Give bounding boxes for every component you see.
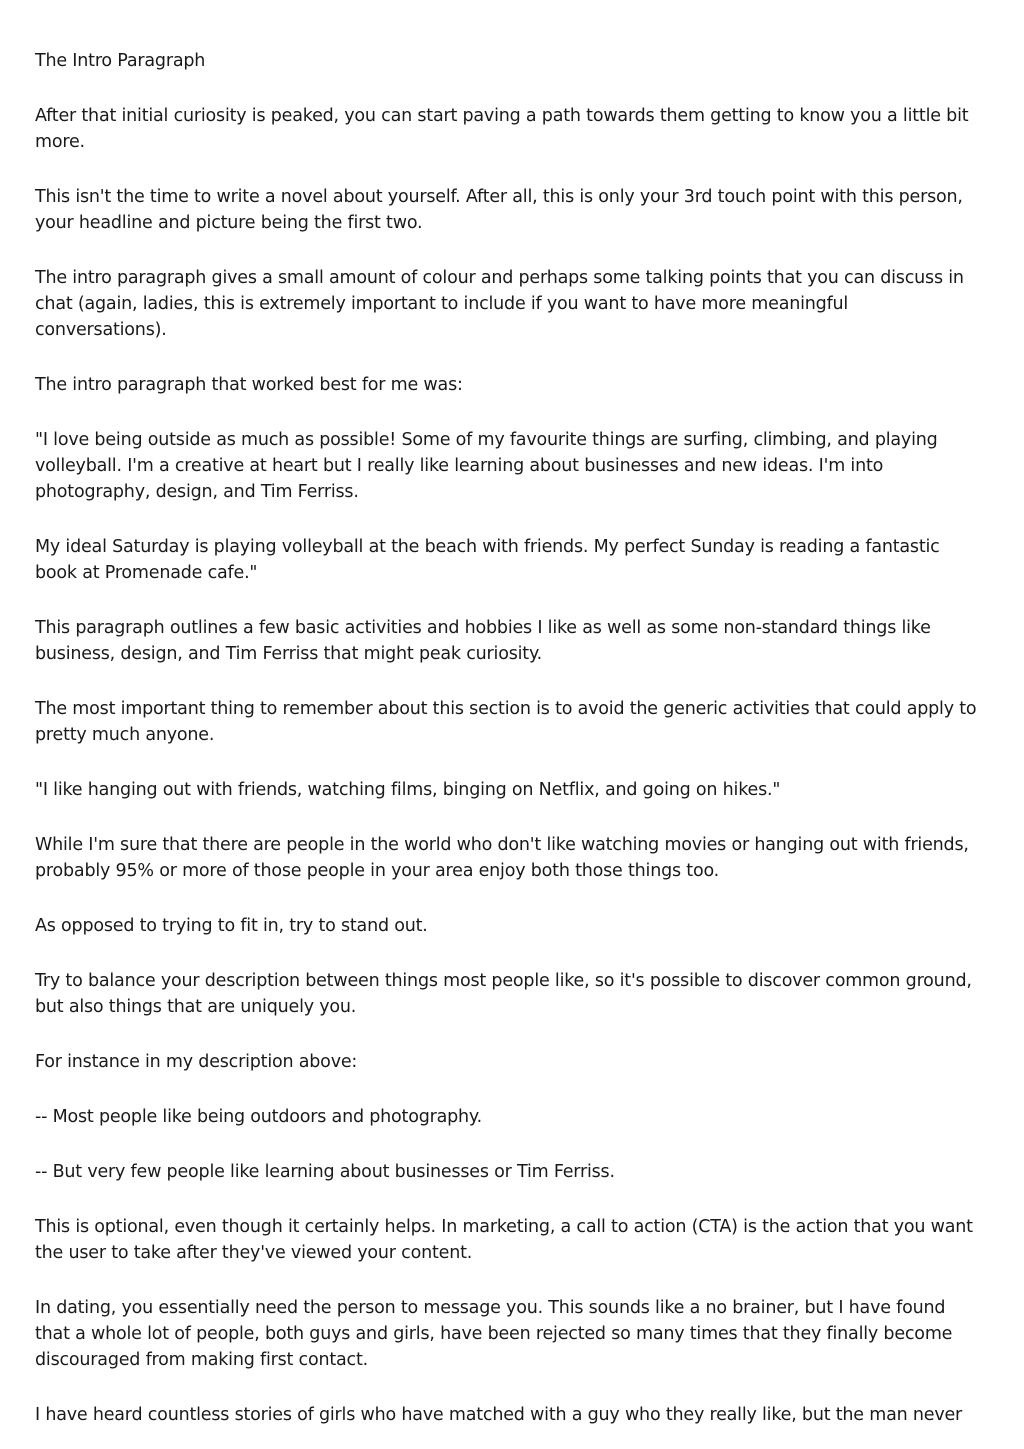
paragraph: This paragraph outlines a few basic activities and hobbies I like as well as some non-standard things like business, design, and Tim Ferriss that might peak curiosity.: [35, 618, 931, 664]
paragraph: As opposed to trying to fit in, try to stand out.: [35, 916, 428, 936]
paragraph: Try to balance your description between things most people like, so it's possible to discover common ground, but also things that are uniquely you.: [35, 971, 972, 1017]
paragraph: For instance in my description above:: [35, 1052, 358, 1072]
paragraph: While I'm sure that there are people in the world who don't like watching movies or hanging out with friends, probably 95% or more of those people in your area enjoy both those things too.: [35, 835, 969, 881]
quote-paragraph: My ideal Saturday is playing volleyball at the beach with friends. My perfect Sunday is reading a fantastic book at Promenade cafe.": [35, 537, 940, 583]
list-item: -- Most people like being outdoors and photography.: [35, 1107, 482, 1127]
quote-paragraph: "I like hanging out with friends, watching films, binging on Netflix, and going on hikes.": [35, 780, 781, 800]
paragraph: This isn't the time to write a novel about yourself. After all, this is only your 3rd touch point with this person, your headline and picture being the first two.: [35, 187, 963, 233]
paragraph: The intro paragraph that worked best for me was:: [35, 375, 463, 395]
paragraph: In dating, you essentially need the person to message you. This sounds like a no brainer, but I have found that a whole lot of people, both guys and girls, have been rejected so many times that they finally become discouraged from making first contact.: [35, 1298, 953, 1370]
paragraph: The most important thing to remember about this section is to avoid the generic activities that could apply to pretty much anyone.: [35, 699, 977, 745]
paragraph: The intro paragraph gives a small amount of colour and perhaps some talking points that you can discuss in chat (again, ladies, this is extremely important to include if you want to have more meaningful conversations).: [35, 268, 964, 340]
quote-paragraph: "I love being outside as much as possible! Some of my favourite things are surfing, climbing, and playing volleyball. I'm a creative at heart but I really like learning about businesses and new ideas. I'm into photography, design, and Tim Ferriss.: [35, 430, 938, 502]
paragraph: After that initial curiosity is peaked, you can start paving a path towards them getting to know you a little bit more.: [35, 106, 969, 152]
section-heading: The Intro Paragraph: [35, 51, 206, 71]
list-item: -- But very few people like learning about businesses or Tim Ferriss.: [35, 1162, 615, 1182]
paragraph: This is optional, even though it certainly helps. In marketing, a call to action (CTA) is the action that you want the user to take after they've viewed your content.: [35, 1217, 973, 1263]
paragraph: I have heard countless stories of girls who have matched with a guy who they really like, but the man never: [35, 1405, 963, 1425]
